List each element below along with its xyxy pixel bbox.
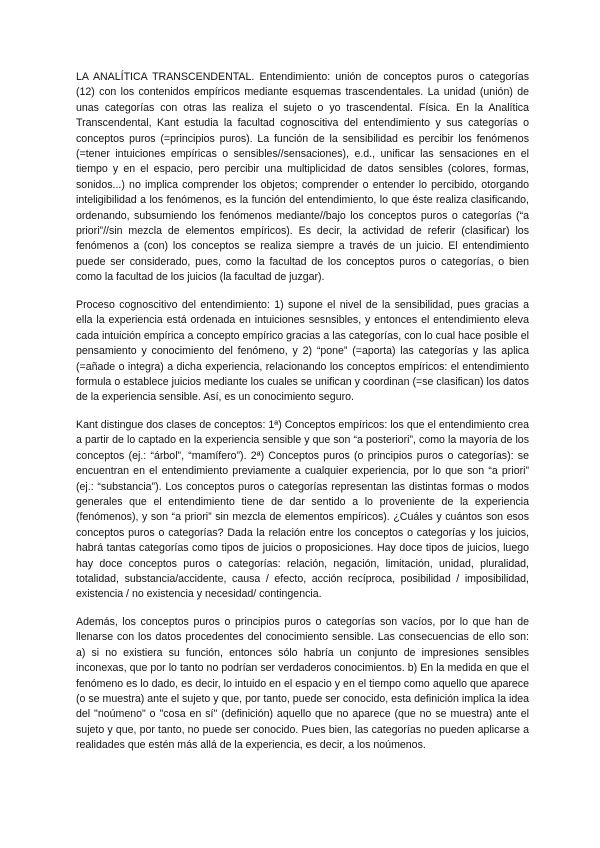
document-page	[76, 70, 529, 766]
paragraph-proceso-cognoscitivo: Proceso cognoscitivo del entendimiento: 1) supone el nivel de la sensibilidad, pues gracias a ella la experiencia está ordenada en intuiciones sesnsibles, y entonces el entendimiento eleva cada intuición empírica a concepto empírico gracias a las categorías, con lo cual hace posible el pensamiento y conocimiento del fenómeno, y 2) “pone” (=aporta) las categorías y las aplica (=añade o integra) a dicha experiencia, relacionando los conceptos empíricos: el entendimiento formula o establece juicios mediante los cuales se unifican y coordinan (=se clasifican) los datos de la experiencia sensible. Así, es un conocimiento seguro.	[76, 298, 529, 404]
paragraph-analitica-transcendental: LA ANALÍTICA TRANSCENDENTAL. Entendimiento: unión de conceptos puros o categorías (12) con los contenidos empíricos mediante esquemas trascendentales. La unidad (unión) de unas categorías con otras las realiza el sujeto o yo trascendental. Física. En la Analítica Transcendental, Kant estudia la facultad cognoscitiva del entendimiento y sus categorías o conceptos puros (=principios puros). La función de la sensibilidad es percibir los fenómenos (=tener intuiciones empíricas o sensibles//sensaciones), e.d., unificar las sensaciones en el tiempo y en el espacio, pero percibir una multiplicidad de datos sensibles (colores, formas, sonidos...) no implica comprender los objetos; comprender o entender lo percibido, otorgando inteligibilidad a los fenómenos, es la función del entendimiento, lo que éste realiza clasificando, ordenando, subsumiendo los fenómenos mediante//bajo los conceptos puros o categorías (“a priori”//sin mezcla de elementos empíricos). Es decir, la actividad de referir (clasificar) los fenómenos a (con) los conceptos se realiza siempre a través de un juicio. El entendimiento puede ser considerado, pues, como la facultad de los conceptos puros o categorías, o bien como la facultad de los juicios (la facultad de juzgar).	[76, 71, 529, 284]
paragraph-clases-de-conceptos: Kant distingue dos clases de conceptos: 1ª) Conceptos empíricos: los que el entendimiento crea a partir de lo captado en la experiencia sensible y que son “a posteriori”, como la mayoría de los conceptos (ej.: “árbol”, “mamífero”). 2ª) Conceptos puros (o principios puros o categorías): se encuentran en el entendimiento previamente a cualquier experiencia, por lo que son “a priori” (ej.: “substancia”). Los conceptos puros o categorías representan las distintas formas o modos generales que el entendimiento tiene de dar sentido a lo proveniente de la experiencia (fenómenos), y son “a priori” sin mezcla de elementos empíricos). ¿Cuáles y cuántos son esos conceptos puros o categorías? Dada la relación entre los conceptos o categorías y los juicios, habrá tantas categorías como tipos de juicios o proposiciones. Hay doce tipos de juicios, luego hay doce conceptos puros o categorías: relación, negación, limitación, unidad, pluralidad, totalidad, substancia/accidente, causa / efecto, acción recíproca, posibilidad / imposibilidad, existencia / no existencia y necesidad/ contingencia.	[76, 418, 529, 601]
paragraph-consecuencias: Además, los conceptos puros o principios puros o categorías son vacíos, por lo que han de llenarse con los datos procedentes del conocimiento sensible. Las consecuencias de ello son: a) si no existiera su función, entonces sólo habría un conjunto de impresiones sensibles inconexas, que por lo tanto no podrían ser verdaderos conocimientos. b) En la medida en que el fenómeno es lo dado, es decir, lo intuido en el espacio y en el tiempo como aquello que aparece (o se muestra) ante el sujeto y que, por tanto, puede ser conocido, esta definición implica la idea del "noúmeno" o "cosa en sí" (definición) aquello que no aparece (que no se muestra) ante el sujeto y que, por tanto, no puede ser conocido. Pues bien, las categorías no pueden aplicarse a realidades que estén más allá de la experiencia, es decir, a los noúmenos.	[76, 615, 529, 752]
